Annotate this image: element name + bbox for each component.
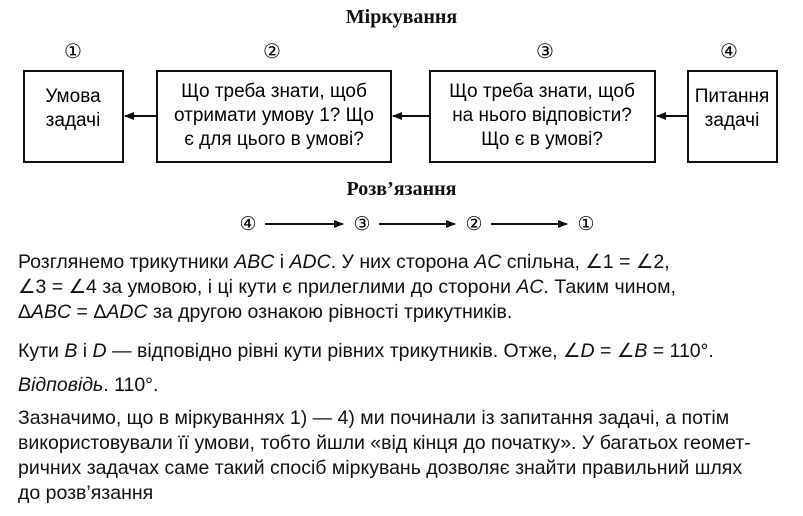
solution-paragraph-1 (18, 250, 788, 325)
step-number-3: ③ (536, 39, 554, 63)
p2-b: B (64, 340, 78, 362)
p3-line-2: використовували її умови, тобто йшли «від кінця до початку». У багатьох геомет- (18, 432, 751, 454)
sequence-item-1: ④ (239, 213, 257, 235)
p2-text-3: — відповідно рівні кути рівних трикутників. Отже, ∠ (106, 340, 581, 362)
box-2-line-2: отримати умову 1? Що (173, 105, 375, 126)
step-number-2: ② (263, 39, 281, 63)
p1-ac: AC (474, 251, 502, 273)
p1-text-3: . У них сторона (330, 251, 475, 273)
p1-text-1: Розглянемо трикутники (18, 251, 235, 273)
box-condition-line-2: задачі (45, 110, 101, 131)
p2-b-2: B (634, 340, 648, 362)
sequence-item-3: ② (465, 213, 483, 235)
solution-title: Розв’язання (346, 178, 457, 200)
p3-line-1: Зазначимо, що в міркуваннях 1) — 4) ми починали із запитання задачі, а потім (18, 407, 730, 429)
p1-adc-2: ADC (106, 301, 148, 323)
answer-label: Відповідь (18, 374, 104, 396)
answer (18, 373, 788, 398)
p2-text-1: Кути (18, 340, 65, 362)
p2-d-2: D (580, 340, 595, 362)
solution-paragraph-3 (18, 406, 788, 506)
p1-abc: ABC (234, 251, 275, 273)
p1-ac-2: AC (516, 276, 544, 298)
step-number-4: ④ (720, 39, 738, 63)
solution-paragraph-2 (18, 339, 788, 364)
box-3-line-1: Що треба знати, щоб (449, 81, 635, 102)
p2-text-5: = 110°. (647, 340, 714, 362)
p2-d: D (92, 340, 107, 362)
p1-text-5: ∠3 = ∠4 за умовою, і ці кути є прилеглими до сторони (18, 276, 517, 298)
p2-text-2: і (77, 340, 93, 362)
p1-text-4: спільна, ∠1 = ∠2, (501, 251, 670, 273)
p1-text-6: . Таким чином, (543, 276, 676, 298)
answer-value: . 110°. (103, 374, 159, 396)
box-condition-line-1: Умова (45, 86, 101, 107)
reasoning-title: Міркування (345, 6, 458, 28)
box-2-line-1: Що треба знати, щоб (181, 81, 367, 102)
p1-text-7: Δ (18, 301, 32, 323)
box-2-line-3: є для цього в умові? (184, 129, 364, 150)
p2-text-4: = ∠ (594, 340, 635, 362)
box-3-line-2: на нього відповісти? (452, 105, 632, 126)
step-number-1: ① (64, 39, 82, 63)
sequence-item-2: ③ (353, 213, 371, 235)
p3-line-4: до розв’язання (18, 482, 154, 504)
box-question-line-2: задачі (704, 110, 760, 131)
p1-text-9: за другою ознакою рівності трикутників. (147, 301, 513, 323)
sequence-item-4: ① (577, 213, 595, 235)
box-3-line-3: Що є в умові? (481, 129, 603, 150)
p1-adc: ADC (289, 251, 331, 273)
p3-line-3: ричних задачах саме такий спосіб міркувань дозволяє знайти правильний шлях (18, 457, 743, 479)
p1-text-8: = Δ (71, 301, 107, 323)
box-question-line-1: Питання (694, 86, 770, 107)
p1-abc-2: ABC (31, 301, 72, 323)
p1-text-2: і (274, 251, 290, 273)
